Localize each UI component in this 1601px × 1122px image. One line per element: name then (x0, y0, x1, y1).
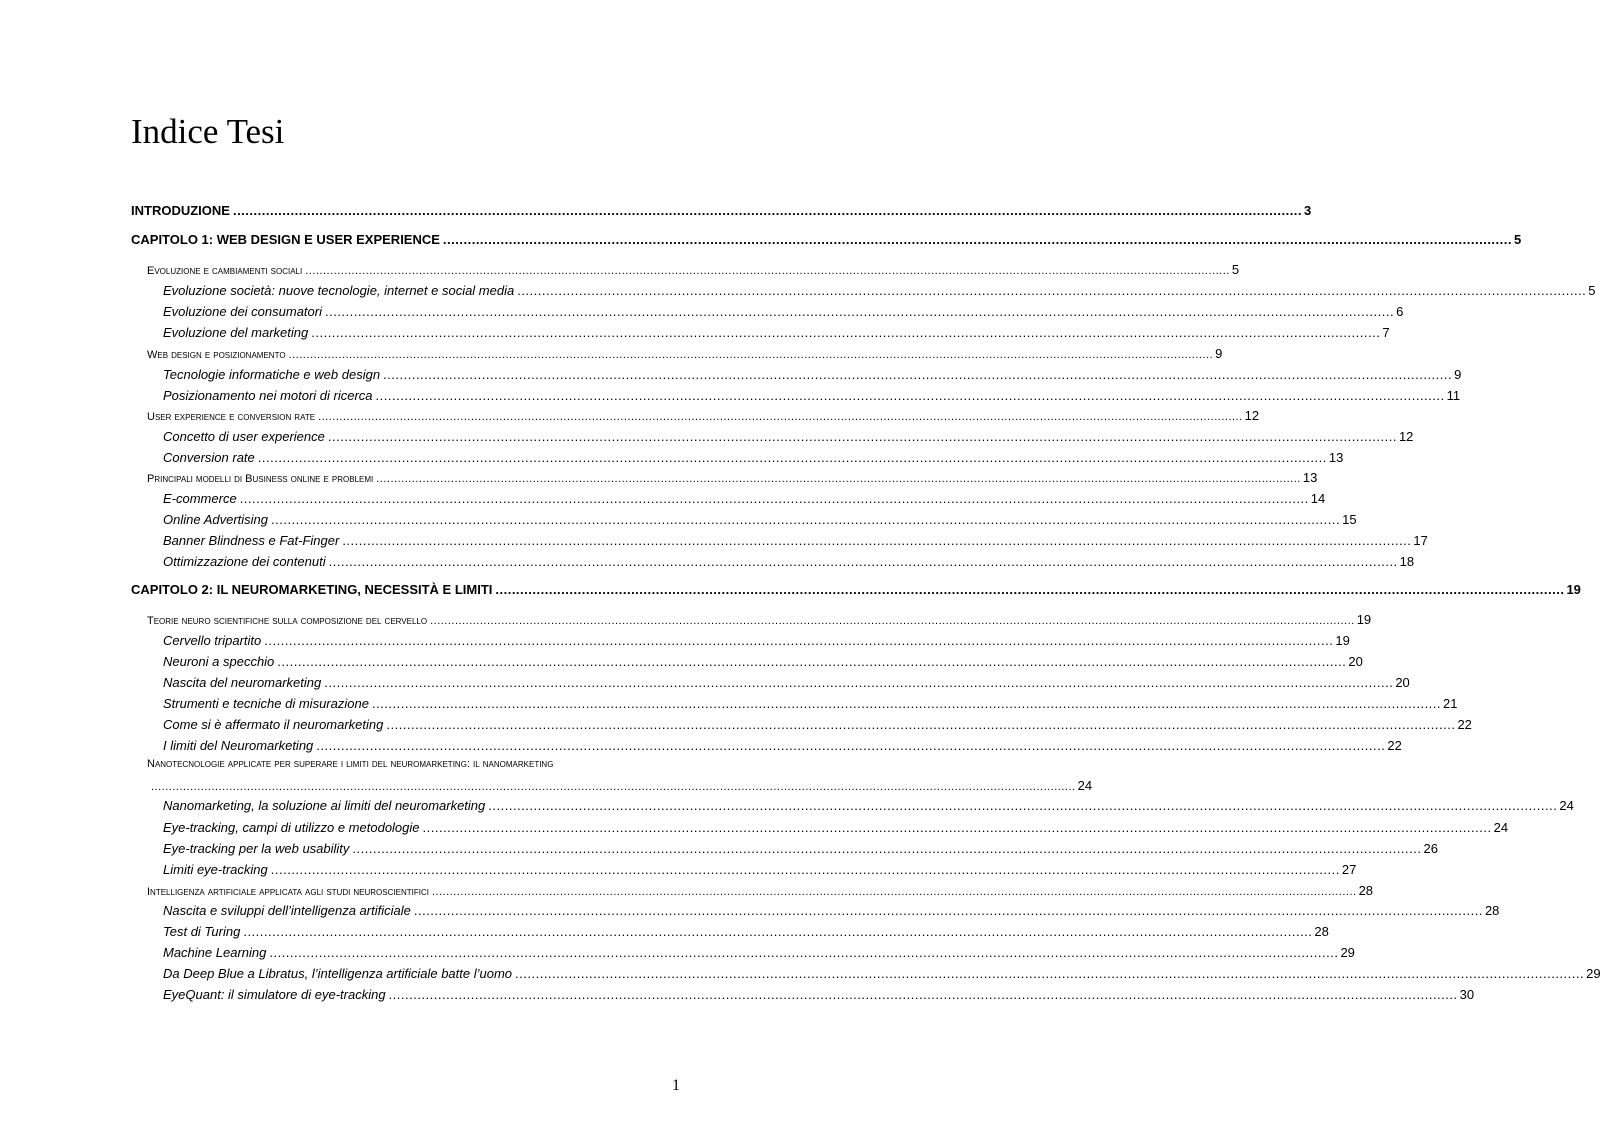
dot-leader: .................................................................................................................................................................................................................................................................... (243, 924, 1313, 939)
toc-subsection-label: EyeQuant: il simulatore di eye-tracking (163, 987, 386, 1002)
toc-section-entry[interactable] (147, 262, 1240, 277)
toc-page-number: 19 (1356, 612, 1372, 627)
dot-leader: .................................................................................................................................................................................................................................................................... (151, 781, 1076, 793)
toc-subsection-label: Posizionamento nei motori di ricerca (163, 388, 373, 403)
toc-page-number: 9 (1454, 367, 1462, 382)
toc-section-label: Teorie neuro scientifiche sulla composizione del cervello (147, 615, 428, 627)
toc-subsection-label: Eye-tracking per la web usability (163, 841, 350, 856)
toc-section-label[interactable]: Nanotecnologie applicate per superare i limiti del neuromarketing: il nanomarketing (147, 758, 554, 770)
dot-leader: .................................................................................................................................................................................................................................................................... (515, 966, 1585, 981)
dot-leader: .................................................................................................................................................................................................................................................................... (431, 886, 1357, 898)
toc-page-number: 21 (1443, 696, 1458, 711)
toc-page-number: 9 (1215, 346, 1223, 361)
toc-subsection-label: Conversion rate (163, 450, 255, 465)
toc-page-number: 20 (1348, 654, 1363, 669)
dot-leader: .................................................................................................................................................................................................................................................................... (311, 325, 1381, 340)
dot-leader: .................................................................................................................................................................................................................................................................... (422, 820, 1492, 835)
toc-page-number: 30 (1459, 987, 1475, 1002)
dot-leader: .................................................................................................................................................................................................................................................................... (371, 696, 1442, 711)
toc-page-number: 18 (1399, 554, 1415, 569)
dot-leader: .................................................................................................................................................................................................................................................................... (376, 473, 1301, 485)
toc-page-number: 12 (1398, 429, 1414, 444)
dot-leader: .................................................................................................................................................................................................................................................................... (288, 349, 1214, 361)
toc-page-number: 5 (1514, 232, 1522, 247)
toc-page-number: 26 (1423, 841, 1438, 856)
toc-page-number: 22 (1387, 738, 1402, 753)
dot-leader: .................................................................................................................................................................................................................................................................... (383, 367, 1453, 382)
toc-page-number: 5 (1231, 262, 1240, 277)
toc-subsection-label: Concetto di user experience (163, 429, 325, 444)
toc-page-number: 14 (1310, 491, 1326, 506)
dot-leader: .................................................................................................................................................................................................................................................................... (269, 945, 1339, 960)
toc-section-label: Intelligenza artificiale applicata agli studi neuroscientifici (147, 886, 429, 898)
dot-leader: .................................................................................................................................................................................................................................................................... (328, 554, 1398, 569)
toc-page-number: 7 (1382, 325, 1390, 340)
dot-leader: .................................................................................................................................................................................................................................................................... (277, 654, 1347, 669)
toc-section-entry[interactable] (147, 346, 1223, 361)
toc-subsection-label: Strumenti e tecniche di misurazione (163, 696, 369, 711)
page-title: Indice Tesi (131, 112, 285, 151)
toc-subsection-label: Evoluzione società: nuove tecnologie, internet e social media (163, 283, 515, 298)
toc-section-entry[interactable] (147, 470, 1318, 485)
dot-leader: .................................................................................................................................................................................................................................................................... (352, 841, 1422, 856)
dot-leader: .................................................................................................................................................................................................................................................................... (327, 429, 1397, 444)
dot-leader: .................................................................................................................................................................................................................................................................... (232, 203, 1303, 218)
dot-leader: .................................................................................................................................................................................................................................................................... (430, 615, 1355, 627)
toc-subsection-label: I limiti del Neuromarketing (163, 738, 314, 753)
dot-leader: .................................................................................................................................................................................................................................................................... (239, 491, 1309, 506)
dot-leader: .................................................................................................................................................................................................................................................................... (375, 388, 1445, 403)
dot-leader: .................................................................................................................................................................................................................................................................... (305, 265, 1230, 277)
toc-subsection-label: Ottimizzazione dei contenuti (163, 554, 326, 569)
toc-page-number: 24 (1493, 820, 1509, 835)
toc-subsection-entry[interactable] (163, 903, 1500, 918)
toc-subsection-entry[interactable] (163, 450, 1344, 465)
toc-subsection-label: Nanomarketing, la soluzione ai limiti del neuromarketing (163, 798, 486, 813)
toc-subsection-entry[interactable] (163, 633, 1350, 648)
toc-section-entry[interactable] (147, 612, 1372, 627)
toc-subsection-label: E-commerce (163, 491, 237, 506)
toc-section-label: Principali modelli di Business online e problemi (147, 473, 374, 485)
toc-subsection-entry[interactable] (163, 533, 1428, 548)
toc-subsection-entry[interactable] (163, 924, 1329, 939)
toc-page-number: 6 (1396, 304, 1404, 319)
toc-subsection-entry[interactable] (163, 367, 1462, 382)
toc-page-number: 28 (1358, 883, 1374, 898)
toc-page-number: 3 (1304, 203, 1312, 218)
toc-subsection-label: Evoluzione dei consumatori (163, 304, 322, 319)
toc-page-number: 22 (1457, 717, 1472, 732)
toc-page-number: 5 (1588, 283, 1596, 298)
toc-page-number: 17 (1413, 533, 1428, 548)
toc-section-label: Web design e posizionamento (147, 349, 286, 361)
toc-page-number: 28 (1314, 924, 1329, 939)
toc-section-label: Evoluzione e cambiamenti sociali (147, 265, 303, 277)
dot-leader: .................................................................................................................................................................................................................................................................... (324, 304, 1395, 319)
toc-subsection-entry[interactable] (163, 491, 1326, 506)
dot-leader: .................................................................................................................................................................................................................................................................... (488, 798, 1558, 813)
dot-leader: .................................................................................................................................................................................................................................................................... (316, 738, 1386, 753)
toc-page-number: 19 (1335, 633, 1350, 648)
dot-leader: .................................................................................................................................................................................................................................................................... (495, 582, 1565, 597)
dot-leader: .................................................................................................................................................................................................................................................................... (386, 717, 1456, 732)
toc-page-number: 27 (1341, 862, 1357, 877)
toc-page-number: 24 (1077, 778, 1093, 793)
toc-section-entry[interactable] (151, 778, 1093, 793)
toc-chapter-label: CAPITOLO 1: WEB DESIGN E USER EXPERIENCE (131, 232, 440, 247)
toc-subsection-entry[interactable] (163, 429, 1414, 444)
toc-subsection-label: Limiti eye-tracking (163, 862, 268, 877)
toc-subsection-label: Test di Turing (163, 924, 241, 939)
dot-leader: .................................................................................................................................................................................................................................................................... (517, 283, 1587, 298)
toc-chapter-entry[interactable] (131, 203, 1312, 218)
toc-page-number: 13 (1302, 470, 1318, 485)
toc-subsection-entry[interactable] (163, 325, 1390, 340)
dot-leader: .................................................................................................................................................................................................................................................................... (442, 232, 1512, 247)
toc-subsection-entry[interactable] (163, 717, 1472, 732)
dot-leader: .................................................................................................................................................................................................................................................................... (257, 450, 1327, 465)
dot-leader: .................................................................................................................................................................................................................................................................... (324, 675, 1394, 690)
toc-subsection-label: Banner Blindness e Fat-Finger (163, 533, 340, 548)
dot-leader: .................................................................................................................................................................................................................................................................... (413, 903, 1483, 918)
toc-subsection-entry[interactable] (163, 841, 1438, 856)
toc-section-entry[interactable] (147, 883, 1374, 898)
toc-subsection-entry[interactable] (163, 512, 1357, 527)
toc-page-number: 11 (1446, 388, 1461, 403)
toc-page-number: 28 (1484, 903, 1500, 918)
toc-subsection-entry[interactable] (163, 738, 1402, 753)
toc-page-number: 12 (1244, 408, 1260, 423)
toc-subsection-entry[interactable] (163, 304, 1404, 319)
toc-subsection-entry[interactable] (163, 554, 1415, 569)
toc-subsection-label: Eye-tracking, campi di utilizzo e metodologie (163, 820, 420, 835)
toc-section-entry[interactable] (147, 408, 1260, 423)
toc-subsection-label: Evoluzione del marketing (163, 325, 309, 340)
dot-leader: .................................................................................................................................................................................................................................................................... (271, 512, 1341, 527)
toc-page-number: 20 (1395, 675, 1410, 690)
toc-subsection-entry[interactable] (163, 945, 1355, 960)
toc-subsection-label: Nascita del neuromarketing (163, 675, 322, 690)
toc-subsection-label: Online Advertising (163, 512, 269, 527)
toc-chapter-entry[interactable] (131, 232, 1522, 247)
toc-subsection-entry[interactable] (163, 966, 1601, 981)
page-number: 1 (672, 1077, 680, 1094)
toc-subsection-entry[interactable] (163, 283, 1596, 298)
toc-chapter-label: INTRODUZIONE (131, 203, 230, 218)
toc-subsection-label: Neuroni a specchio (163, 654, 275, 669)
toc-subsection-entry[interactable] (163, 675, 1410, 690)
dot-leader: .................................................................................................................................................................................................................................................................... (264, 633, 1334, 648)
toc-page-number: 29 (1586, 966, 1601, 981)
toc-subsection-label: Tecnologie informatiche e web design (163, 367, 381, 382)
dot-leader: .................................................................................................................................................................................................................................................................... (342, 533, 1412, 548)
toc-subsection-label: Machine Learning (163, 945, 267, 960)
toc-chapter-label: CAPITOLO 2: IL NEUROMARKETING, NECESSITÀ E LIMITI (131, 582, 493, 597)
toc-subsection-entry[interactable] (163, 654, 1363, 669)
toc-page-number: 13 (1328, 450, 1344, 465)
toc-section-label: User experience e conversion rate (147, 411, 316, 423)
toc-subsection-label: Cervello tripartito (163, 633, 262, 648)
toc-page-number: 24 (1559, 798, 1574, 813)
toc-chapter-entry[interactable] (131, 582, 1581, 597)
toc-subsection-label: Da Deep Blue a Libratus, l’intelligenza artificiale batte l’uomo (163, 966, 513, 981)
toc-page-number: 29 (1340, 945, 1355, 960)
toc-subsection-entry[interactable] (163, 862, 1357, 877)
toc-subsection-entry[interactable] (163, 820, 1509, 835)
toc-subsection-entry[interactable] (163, 388, 1461, 403)
dot-leader: .................................................................................................................................................................................................................................................................... (270, 862, 1340, 877)
toc-subsection-entry[interactable] (163, 987, 1475, 1002)
toc-page-number: 15 (1342, 512, 1357, 527)
toc-subsection-label: Nascita e sviluppi dell’intelligenza artificiale (163, 903, 411, 918)
toc-page-number: 19 (1566, 582, 1581, 597)
dot-leader: .................................................................................................................................................................................................................................................................... (318, 411, 1243, 423)
toc-subsection-entry[interactable] (163, 696, 1458, 711)
dot-leader: .................................................................................................................................................................................................................................................................... (388, 987, 1458, 1002)
toc-subsection-entry[interactable] (163, 798, 1574, 813)
toc-subsection-label: Come si è affermato il neuromarketing (163, 717, 384, 732)
